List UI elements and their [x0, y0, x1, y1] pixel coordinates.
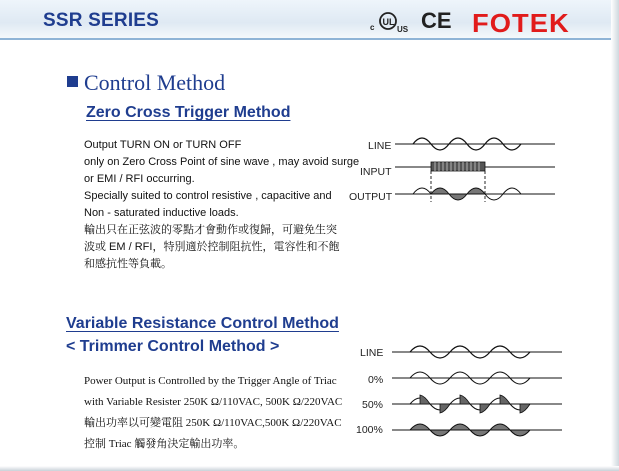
- zero-cross-description: [84, 137, 364, 273]
- variable-resistance-heading: Variable Resistance Control Method: [66, 315, 339, 332]
- text-line: or EMI / RFI occurring.: [84, 173, 195, 185]
- trimmer-subheading: < Trimmer Control Method >: [66, 338, 280, 355]
- svg-text:UL: UL: [382, 17, 395, 27]
- variable-resistance-waveform-diagram: [392, 342, 562, 442]
- vr-100-label: 100%: [356, 424, 383, 436]
- brand-logo: FOTEK: [472, 8, 570, 38]
- zero-cross-heading: Zero Cross Trigger Method: [86, 104, 291, 121]
- text-line: Power Output is Controlled by the Trigger Angle of Triac: [84, 375, 337, 387]
- text-line: 控制 Triac 觸發角決定輸出功率。: [84, 438, 245, 450]
- text-line: with Variable Resister 250K Ω/110VAC, 500K Ω/220VAC: [84, 396, 343, 408]
- text-line: Non - saturated inductive loads.: [84, 207, 239, 219]
- text-line: 和感抗性等負載。: [84, 258, 172, 270]
- page-edge-shadow: [611, 0, 619, 471]
- ce-mark-icon: CE: [421, 8, 452, 33]
- text-line: Specially suited to control resistive , capacitive and: [84, 190, 332, 202]
- page-bottom-shadow: [0, 466, 619, 471]
- vr-0-label: 0%: [368, 374, 384, 386]
- zc-line-label: LINE: [368, 140, 392, 152]
- section-title: Control Method: [84, 70, 226, 95]
- text-line: Output TURN ON or TURN OFF: [84, 139, 242, 151]
- text-line: only on Zero Cross Point of sine wave , may avoid surge: [84, 156, 360, 168]
- section-bullet: [67, 76, 78, 87]
- series-title: SSR SERIES: [43, 10, 160, 31]
- variable-resistance-description: [84, 371, 374, 455]
- vr-line-label: LINE: [360, 347, 384, 359]
- zc-output-label: OUTPUT: [349, 191, 393, 203]
- text-line: 波或 EM / RFI，特別適於控制阻抗性，電容性和不飽: [84, 241, 340, 253]
- zero-cross-waveform-diagram: [395, 130, 555, 210]
- vr-50-label: 50%: [362, 399, 384, 411]
- zc-input-label: INPUT: [360, 166, 392, 178]
- ul-certification-icon: [370, 10, 414, 34]
- svg-text:US: US: [397, 25, 409, 34]
- text-line: 輸出功率以可變電阻 250K Ω/110VAC,500K Ω/220VAC: [84, 417, 342, 429]
- text-line: 輸出只在正弦波的零點才會動作或復歸，可避免生突: [84, 224, 337, 236]
- svg-text:c: c: [370, 23, 375, 32]
